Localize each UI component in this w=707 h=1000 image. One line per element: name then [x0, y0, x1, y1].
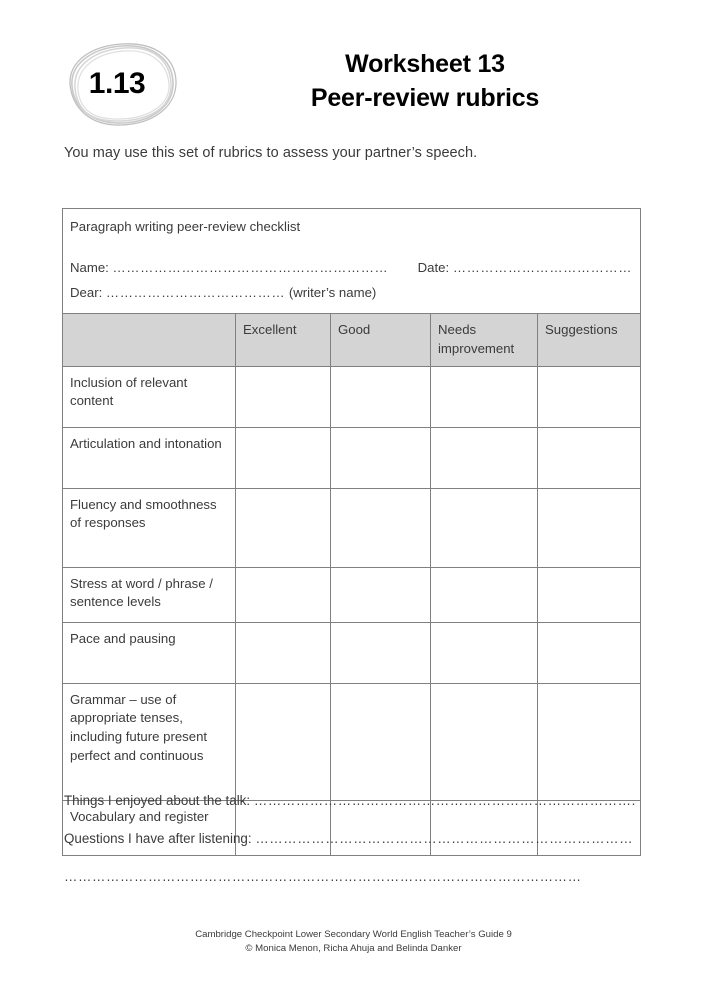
checklist-meta-cell: [63, 209, 641, 314]
cell-needs-improvement[interactable]: [431, 366, 538, 427]
title-line-1: Worksheet 13: [345, 50, 505, 78]
table-row: [63, 567, 641, 622]
cell-excellent[interactable]: [236, 683, 331, 800]
intro-text: You may use this set of rubrics to assess your partner’s speech.: [64, 145, 478, 161]
cell-excellent[interactable]: [236, 800, 331, 855]
dear-input-dots[interactable]: …………………………………: [105, 285, 286, 301]
column-header-excellent: Excellent: [236, 314, 331, 366]
cell-suggestions[interactable]: [538, 683, 641, 800]
checklist-meta-row: [63, 209, 641, 314]
title-line-2: Peer-review rubrics: [310, 84, 540, 112]
worksheet-number-badge: [62, 40, 180, 128]
page-header: [0, 0, 707, 140]
criterion-label: Articulation and intonation: [63, 427, 236, 488]
criterion-label: Pace and pausing: [63, 622, 236, 683]
date-label: Date:: [417, 259, 450, 275]
cell-excellent[interactable]: [236, 622, 331, 683]
reflection-input-dots[interactable]: ……………………………………………………………………….: [253, 793, 636, 808]
cell-suggestions[interactable]: [538, 488, 641, 567]
cell-good[interactable]: [331, 622, 431, 683]
cell-excellent[interactable]: [236, 567, 331, 622]
table-row: [63, 800, 641, 855]
reflection-label: Questions I have after listening:: [64, 831, 252, 846]
peer-review-rubric-table: [62, 208, 641, 856]
column-header-needs-improvement: Needs improvement: [431, 314, 538, 366]
cell-good[interactable]: [331, 366, 431, 427]
cell-excellent[interactable]: [236, 366, 331, 427]
cell-good[interactable]: [331, 800, 431, 855]
criterion-label: Grammar – use of appropriate tenses, including future present perfect and continuous: [63, 683, 236, 800]
checklist-title: Paragraph writing peer-review checklist: [70, 219, 301, 234]
dear-label: Dear:: [70, 285, 103, 301]
criterion-label: Fluency and smoothness of responses: [63, 488, 236, 567]
reflection-label: Things I enjoyed about the talk:: [64, 793, 251, 808]
badge-number-label: 1.13: [88, 67, 146, 100]
cell-good[interactable]: [331, 427, 431, 488]
date-input-dots[interactable]: …………………………………: [452, 259, 633, 275]
column-header-criteria: [63, 314, 236, 366]
cell-needs-improvement[interactable]: [431, 683, 538, 800]
reflection-input-dots[interactable]: …………………………………………………………………………………………………: [64, 869, 582, 884]
cell-needs-improvement[interactable]: [431, 800, 538, 855]
criterion-label: Stress at word / phrase / sentence levels: [63, 567, 236, 622]
column-header-good: Good: [331, 314, 431, 366]
reflection-input-dots[interactable]: ………………………………………………………………………: [255, 831, 634, 846]
criterion-label: Vocabulary and register: [63, 800, 236, 855]
reflection-line-questions: [64, 831, 642, 846]
name-date-line: [70, 259, 632, 278]
cell-good[interactable]: [331, 567, 431, 622]
cell-needs-improvement[interactable]: [431, 488, 538, 567]
cell-suggestions[interactable]: [538, 567, 641, 622]
cell-suggestions[interactable]: [538, 366, 641, 427]
cell-suggestions[interactable]: [538, 622, 641, 683]
page-footer: [0, 928, 707, 956]
cell-good[interactable]: [331, 488, 431, 567]
table-row: [63, 488, 641, 567]
name-label: Name:: [70, 259, 109, 275]
table-row: [63, 683, 641, 800]
column-header-suggestions: Suggestions: [538, 314, 641, 366]
table-row: [63, 622, 641, 683]
cell-good[interactable]: [331, 683, 431, 800]
page-title: [190, 47, 660, 115]
cell-excellent[interactable]: [236, 488, 331, 567]
footer-line-2: © Monica Menon, Richa Ahuja and Belinda Danker: [245, 942, 462, 954]
writer-name-hint: (writer’s name): [288, 285, 377, 301]
table-row: [63, 427, 641, 488]
footer-line-1: Cambridge Checkpoint Lower Secondary World English Teacher’s Guide 9: [195, 929, 512, 940]
cell-needs-improvement[interactable]: [431, 622, 538, 683]
reflection-line-continuation: [64, 869, 642, 884]
cell-needs-improvement[interactable]: [431, 567, 538, 622]
criterion-label: Inclusion of relevant content: [63, 366, 236, 427]
cell-suggestions[interactable]: [538, 427, 641, 488]
reflection-line-enjoyed: [64, 793, 642, 808]
table-row: [63, 366, 641, 427]
table-header-row: [63, 314, 641, 366]
cell-needs-improvement[interactable]: [431, 427, 538, 488]
cell-suggestions[interactable]: [538, 800, 641, 855]
dear-line: [70, 284, 632, 303]
name-input-dots[interactable]: ……………………………………………………: [112, 259, 389, 275]
cell-excellent[interactable]: [236, 427, 331, 488]
